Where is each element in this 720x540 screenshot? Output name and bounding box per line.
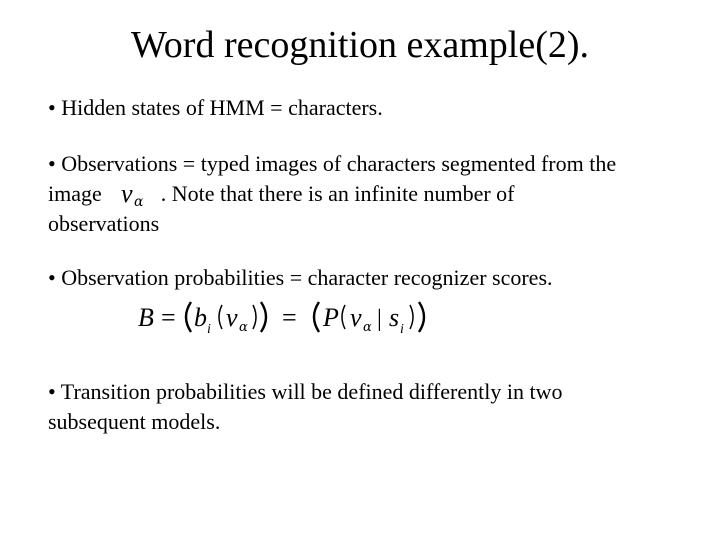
formula-observation-matrix [134,296,454,348]
right-paren-small-1 [253,305,256,329]
left-paren-small-1 [219,305,222,329]
bullet-observations-line1: • Observations = typed images of characters segmented from the [48,151,617,176]
bullet-transition-probabilities [48,377,688,437]
bullet-observation-probabilities-text: • Observation probabilities = character recognizer scores. [48,265,553,290]
inline-formula-v-alpha [107,179,155,210]
formula-alpha-subscript-2: α [363,320,372,335]
bullet-observation-probabilities [48,263,688,293]
formula-i-subscript-2: i [400,322,404,337]
right-paren-small-2 [410,305,413,329]
formula-P: P [323,303,339,332]
bullet-observations-note: . Note that there is an infinite number of [160,181,515,206]
bullet-observations-image-word: image [48,181,102,206]
bullet-hidden-states-text: • Hidden states of HMM = characters. [48,95,383,120]
bullet-transition-line2: subsequent models. [48,409,221,434]
left-paren-small-2 [342,305,345,329]
bullet-hidden-states [48,93,688,123]
formula-given-bar: | [377,306,382,332]
inline-v-symbol: v [121,179,133,208]
right-paren-large-2 [419,302,424,332]
right-paren-large-1 [261,302,266,332]
bullet-transition-line1: • Transition probabilities will be defined differently in two [48,379,563,404]
bullet-observations-line2 [48,179,688,209]
inline-alpha-subscript: α [134,194,144,210]
left-paren-large-1 [186,302,191,332]
formula-i-subscript-1: i [207,322,211,337]
formula-B: B [138,303,154,332]
formula-b: b [194,303,207,332]
formula-v-2: v [350,303,362,332]
bullet-observations [48,149,688,239]
left-paren-large-2 [314,302,319,332]
formula-alpha-subscript-1: α [239,320,248,335]
slide-title: Word recognition example(2). [130,24,590,66]
bullet-observations-line3: observations [48,211,160,236]
formula-equals-1: = [161,303,176,332]
formula-v-1: v [226,303,238,332]
formula-equals-2: = [282,303,297,332]
formula-s: s [389,303,400,332]
